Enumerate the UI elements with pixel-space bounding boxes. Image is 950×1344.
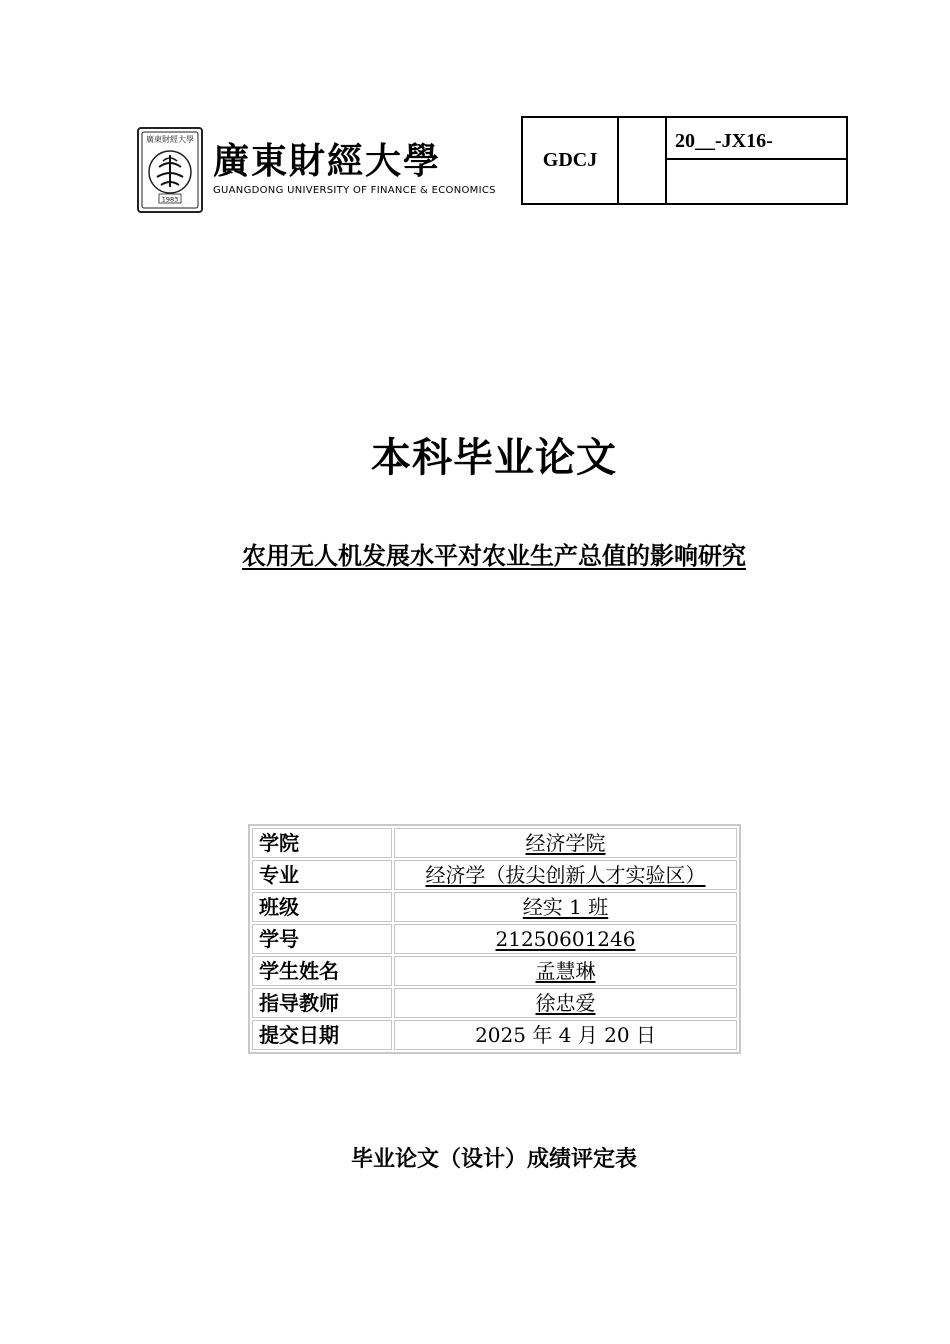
code-number: 20__-JX16- [667, 118, 846, 160]
info-label: 指导教师 [252, 988, 392, 1018]
evaluation-form-title: 毕业论文（设计）成绩评定表 [350, 1147, 637, 1172]
document-code-box [521, 116, 848, 205]
info-value [394, 892, 737, 922]
code-empty-cell [667, 162, 846, 203]
info-row-class [252, 892, 737, 922]
info-value-text: 孟慧琳 [535, 959, 596, 983]
info-label: 提交日期 [252, 1020, 392, 1050]
info-row-major [252, 860, 737, 890]
student-info-table [248, 824, 741, 1054]
info-row-college [252, 828, 737, 858]
page-title: 本科毕业论文 [371, 435, 617, 481]
thesis-title-text: 农用无人机发展水平对农业生产总值的影响研究 [242, 542, 746, 570]
university-logo [137, 127, 496, 215]
info-value-text: 经济学（拔尖创新人才实验区） [425, 863, 706, 887]
info-value-text: 经实 1 班 [522, 895, 609, 919]
university-seal-icon [137, 127, 203, 213]
info-row-student-name [252, 956, 737, 986]
info-label: 学生姓名 [252, 956, 392, 986]
info-value-text: 21250601246 [495, 927, 636, 951]
info-value [394, 956, 737, 986]
seal-year: 1983 [161, 195, 179, 204]
info-value [394, 988, 737, 1018]
info-label: 学号 [252, 924, 392, 954]
code-prefix: GDCJ [523, 118, 619, 203]
logo-english-name: GUANGDONG UNIVERSITY OF FINANCE & ECONOMICS [213, 185, 496, 196]
info-value [394, 860, 737, 890]
info-value [394, 924, 737, 954]
info-value-text: 经济学院 [525, 831, 606, 855]
info-row-submit-date [252, 1020, 737, 1050]
info-label: 班级 [252, 892, 392, 922]
info-value [394, 828, 737, 858]
seal-text: 廣東財經大學 [146, 135, 194, 144]
info-value [394, 1020, 737, 1050]
info-value-text: 2025 年 4 月 20 日 [475, 1023, 656, 1047]
info-label: 专业 [252, 860, 392, 890]
thesis-title [0, 536, 950, 571]
info-label: 学院 [252, 828, 392, 858]
info-value-text: 徐忠爱 [535, 991, 596, 1015]
logo-chinese-name: 廣東財經大學 [213, 140, 442, 182]
info-row-advisor [252, 988, 737, 1018]
info-row-student-id [252, 924, 737, 954]
code-blank-cell [617, 118, 667, 203]
